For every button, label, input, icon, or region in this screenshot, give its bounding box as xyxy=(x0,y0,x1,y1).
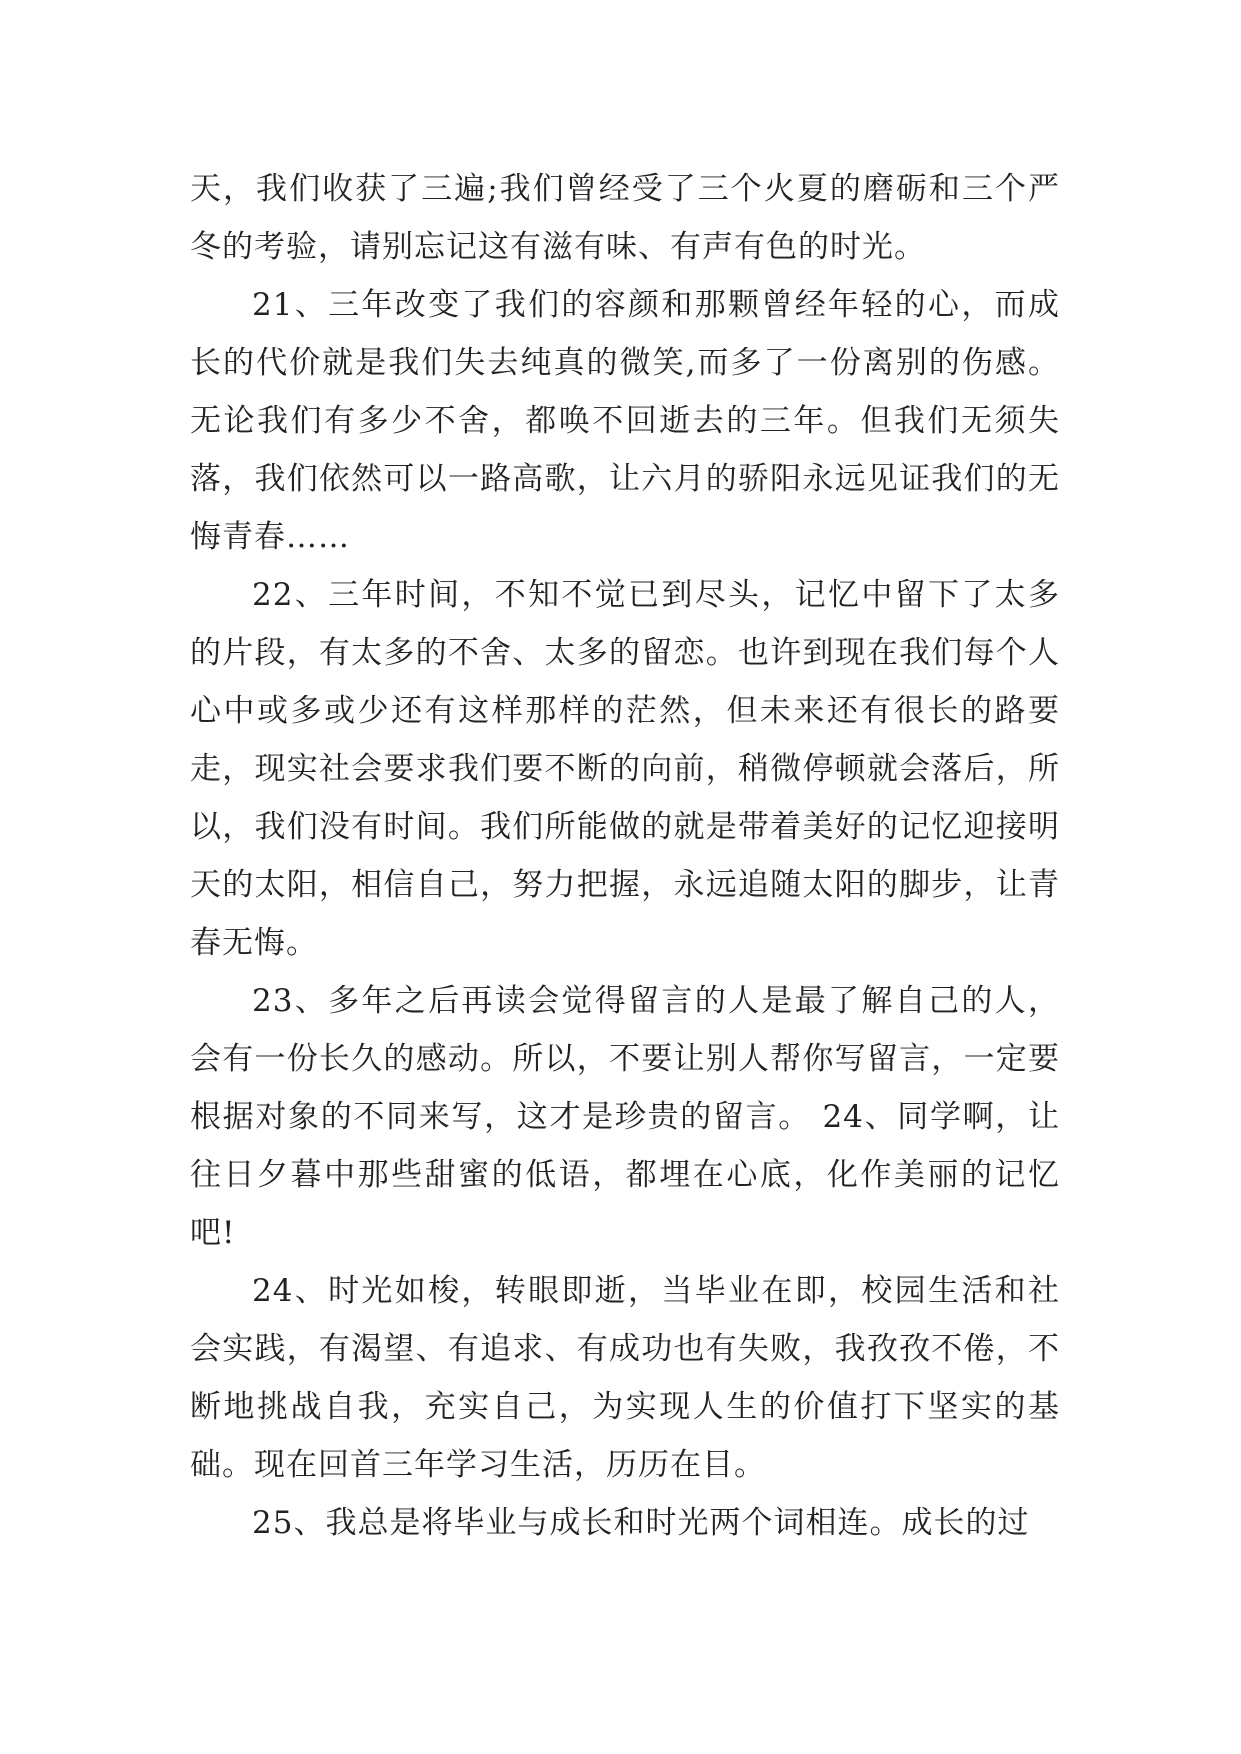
paragraph-23: 23、多年之后再读会觉得留言的人是最了解自己的人，会有一份长久的感动。所以，不要让别人帮你写留言，一定要根据对象的不同来写，这才是珍贵的留言。 24、同学啊，让往日夕暮中那些甜蜜的低语，都埋在心底，化作美丽的记忆吧! xyxy=(190,983,1060,1251)
paragraph-25: 25、我总是将毕业与成长和时光两个词相连。成长的过 xyxy=(252,1505,1030,1541)
paragraph-continuation: 天，我们收获了三遍;我们曾经受了三个火夏的磨砺和三个严冬的考验，请别忘记这有滋有味、有声有色的时光。 xyxy=(190,171,1060,265)
paragraph-24: 24、时光如梭，转眼即逝，当毕业在即，校园生活和社会实践，有渴望、有追求、有成功也有失败，我孜孜不倦，不断地挑战自我，充实自己，为实现人生的价值打下坚实的基础。现在回首三年学习生活，历历在目。 xyxy=(190,1273,1060,1483)
paragraph-21: 21、三年改变了我们的容颜和那颗曾经年轻的心，而成长的代价就是我们失去纯真的微笑,而多了一份离别的伤感。无论我们有多少不舍，都唤不回逝去的三年。但我们无须失落，我们依然可以一路高歌，让六月的骄阳永远见证我们的无悔青春…… xyxy=(190,287,1060,555)
document-body xyxy=(190,160,1060,1552)
paragraph-22: 22、三年时间，不知不觉已到尽头，记忆中留下了太多的片段，有太多的不舍、太多的留恋。也许到现在我们每个人心中或多或少还有这样那样的茫然，但未来还有很长的路要走，现实社会要求我们要不断的向前，稍微停顿就会落后，所以，我们没有时间。我们所能做的就是带着美好的记忆迎接明天的太阳，相信自己，努力把握，永远追随太阳的脚步，让青春无悔。 xyxy=(190,577,1060,961)
